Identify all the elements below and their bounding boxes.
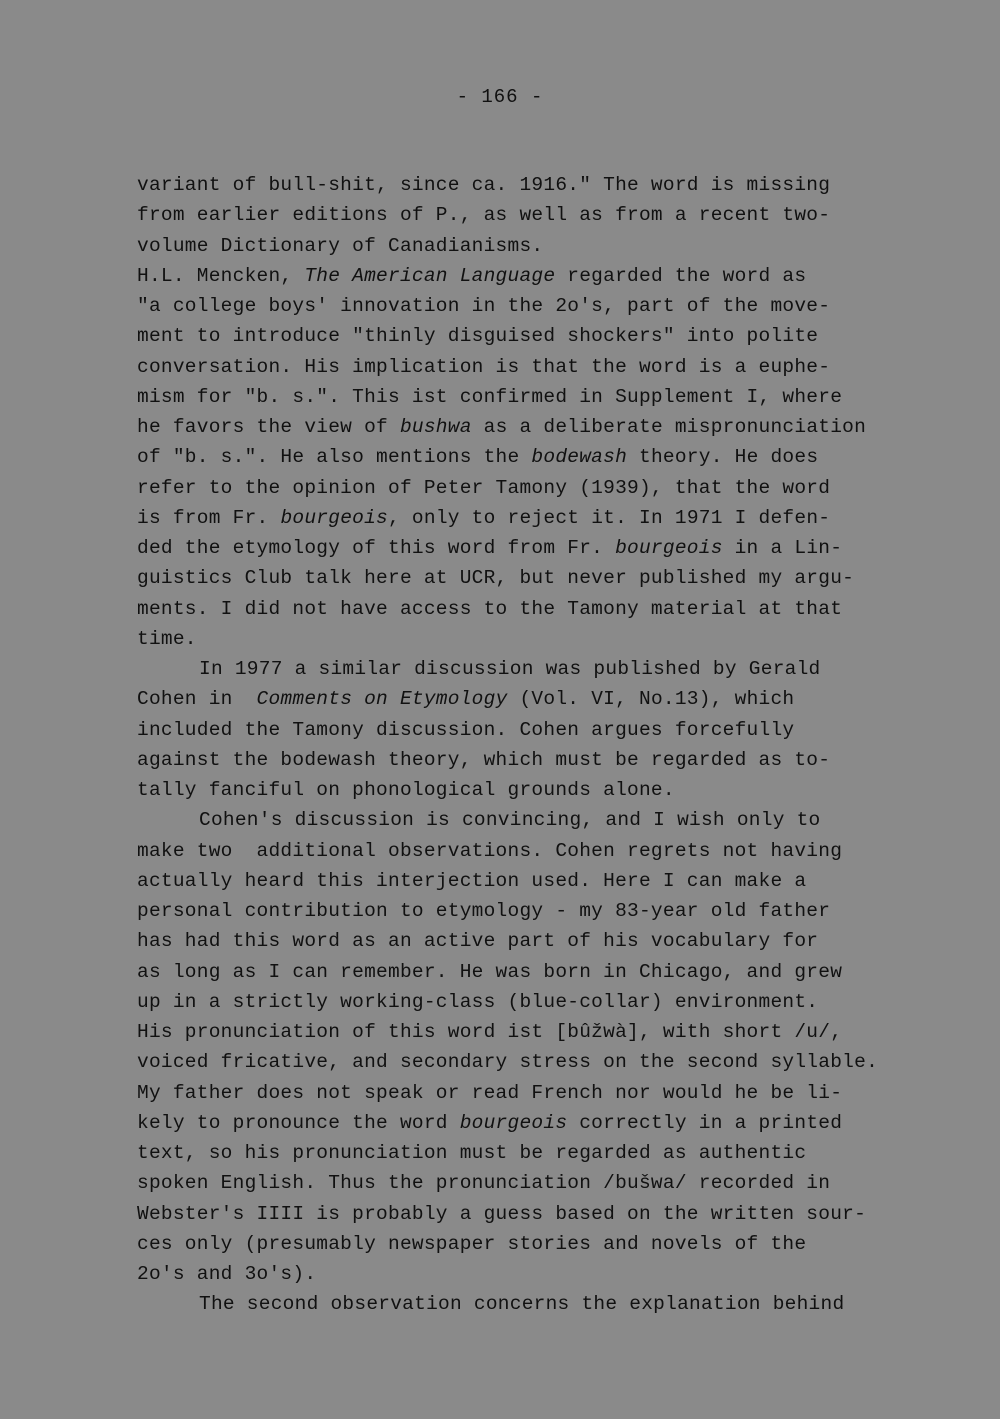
text-run: kely to pronounce the word bbox=[137, 1111, 460, 1134]
text-run: up in a strictly working-class (blue-collar) environment. bbox=[137, 990, 819, 1013]
text-line bbox=[137, 987, 818, 1017]
italic-term: Comments on Etymology bbox=[256, 688, 508, 711]
text-line bbox=[137, 1047, 878, 1077]
text-line bbox=[137, 836, 842, 866]
text-run: (Vol. VI, No.13), which bbox=[507, 688, 795, 711]
text-run: theory. He does bbox=[627, 446, 819, 469]
text-run: time. bbox=[137, 627, 197, 650]
text-line bbox=[137, 261, 806, 291]
text-line bbox=[137, 231, 543, 261]
text-line bbox=[137, 442, 818, 472]
text-line bbox=[137, 352, 830, 382]
text-run: included the Tamony discussion. Cohen argues forcefully bbox=[137, 718, 795, 741]
text-run: spoken English. Thus the pronunciation /bušwa/ recorded in bbox=[137, 1172, 831, 1195]
text-line bbox=[137, 1017, 842, 1047]
text-run: from earlier editions of P., as well as from a recent two- bbox=[137, 204, 831, 227]
text-run: personal contribution to etymology - my 83-year old father bbox=[137, 900, 831, 922]
text-run: His pronunciation of this word ist [bûžwà], with short /u/, bbox=[137, 1021, 843, 1043]
text-line bbox=[137, 715, 794, 745]
text-line bbox=[137, 1199, 866, 1229]
text-line bbox=[137, 926, 818, 956]
text-run: Webster's IIII is probably a guess based on the written sour- bbox=[137, 1202, 867, 1225]
text-line bbox=[137, 382, 842, 412]
text-line bbox=[137, 684, 794, 714]
text-line bbox=[137, 503, 830, 533]
text-run: as long as I can remember. He was born in Chicago, and grew bbox=[137, 960, 843, 983]
italic-term: bourgeois bbox=[615, 537, 723, 559]
text-run: conversation. His implication is that the word is a euphe- bbox=[137, 355, 831, 378]
text-run: make two additional observations. Cohen regrets not having bbox=[137, 839, 843, 862]
text-line bbox=[137, 412, 866, 442]
text-line bbox=[137, 473, 830, 503]
text-line bbox=[137, 745, 830, 775]
text-run: ments. I did not have access to the Tamony material at that bbox=[137, 597, 843, 620]
text-run: 2o's and 3o's). bbox=[137, 1263, 317, 1285]
text-line bbox=[137, 1108, 842, 1138]
text-run: In 1977 a similar discussion was published by Gerald bbox=[199, 658, 821, 680]
text-line bbox=[137, 1168, 830, 1198]
text-run: of "b. s.". He also mentions the bbox=[137, 446, 532, 469]
text-run: My father does not speak or read French nor would he be li- bbox=[137, 1081, 843, 1104]
text-run: refer to the opinion of Peter Tamony (1939), that the word bbox=[137, 476, 831, 499]
text-line bbox=[137, 1229, 806, 1259]
text-line bbox=[137, 896, 830, 926]
text-line bbox=[137, 1138, 806, 1168]
text-run: is from Fr. bbox=[137, 506, 281, 529]
text-run: "a college boys' innovation in the 2o's, part of the move- bbox=[137, 295, 831, 317]
italic-term: The American Language bbox=[304, 264, 556, 287]
text-run: guistics Club talk here at UCR, but never published my argu- bbox=[137, 567, 855, 590]
text-line bbox=[137, 957, 842, 987]
text-run: against the bodewash theory, which must be regarded as to- bbox=[137, 748, 831, 771]
text-line bbox=[137, 533, 842, 563]
text-run: correctly in a printed bbox=[567, 1111, 843, 1134]
text-run: he favors the view of bbox=[137, 416, 400, 438]
text-line bbox=[199, 805, 821, 835]
italic-term: bourgeois bbox=[280, 506, 389, 529]
text-run: variant of bull-shit, since ca. 1916." The word is missing bbox=[137, 174, 831, 196]
text-line bbox=[137, 200, 830, 230]
text-run: mism for "b. s.". This ist confirmed in Supplement I, where bbox=[137, 385, 843, 408]
text-line bbox=[137, 1259, 316, 1289]
text-run: has had this word as an active part of his vocabulary for bbox=[137, 930, 819, 953]
italic-term: bushwa bbox=[399, 416, 472, 438]
text-line bbox=[137, 170, 830, 200]
text-line bbox=[137, 624, 197, 654]
text-line bbox=[199, 654, 821, 684]
text-line bbox=[137, 866, 806, 896]
text-run: voiced fricative, and secondary stress on the second syllable. bbox=[137, 1051, 879, 1074]
text-run: Cohen's discussion is convincing, and I wish only to bbox=[199, 809, 821, 832]
italic-term: bourgeois bbox=[459, 1111, 568, 1134]
text-run: text, so his pronunciation must be regarded as authentic bbox=[137, 1142, 807, 1164]
text-run: tally fanciful on phonological grounds alone. bbox=[137, 779, 675, 801]
text-run: , only to reject it. In 1971 I defen- bbox=[388, 506, 831, 529]
text-line bbox=[137, 291, 830, 321]
text-run: ded the etymology of this word from Fr. bbox=[137, 537, 616, 559]
text-line bbox=[137, 563, 854, 593]
text-run: regarded the word as bbox=[555, 264, 807, 287]
text-line bbox=[137, 1078, 842, 1108]
text-line bbox=[137, 321, 818, 351]
text-line bbox=[199, 1289, 844, 1319]
text-run: as a deliberate mispronunciation bbox=[471, 416, 867, 438]
page-number: - 166 - bbox=[456, 86, 544, 108]
text-run: volume Dictionary of Canadianisms. bbox=[137, 234, 544, 257]
text-run: The second observation concerns the explanation behind bbox=[199, 1293, 845, 1316]
italic-term: bodewash bbox=[531, 446, 628, 469]
text-line bbox=[137, 775, 675, 805]
text-run: actually heard this interjection used. Here I can make a bbox=[137, 869, 807, 892]
text-run: ces only (presumably newspaper stories and novels of the bbox=[137, 1232, 807, 1255]
text-line bbox=[137, 594, 842, 624]
text-run: H.L. Mencken, bbox=[137, 264, 305, 287]
text-run: Cohen in bbox=[137, 688, 257, 711]
text-run: in a Lin- bbox=[722, 537, 843, 559]
text-run: ment to introduce "thinly disguised shockers" into polite bbox=[137, 325, 819, 348]
